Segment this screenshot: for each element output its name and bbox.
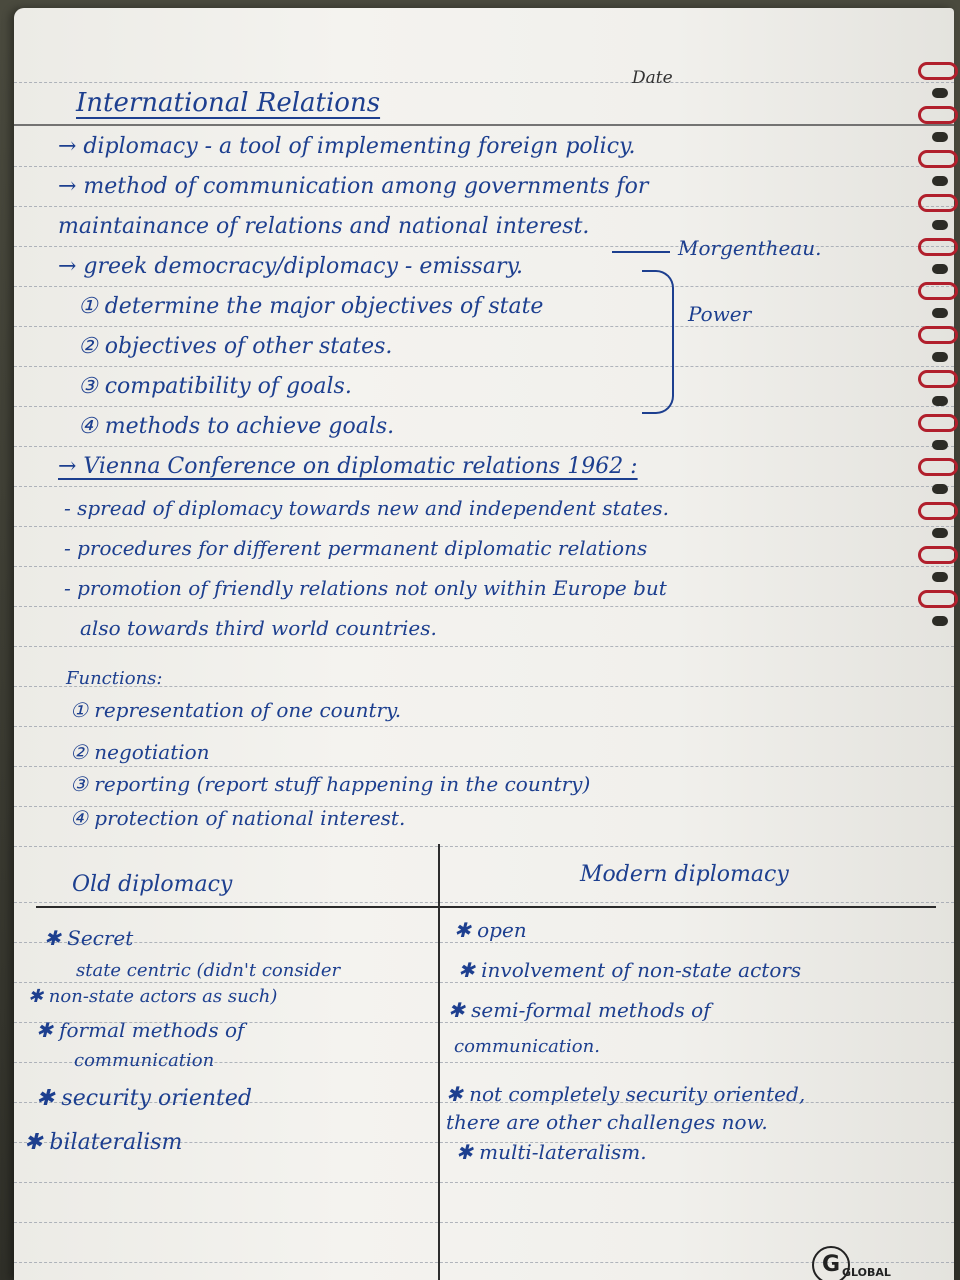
binder-hole (932, 396, 948, 406)
note-objective-2: ② objectives of other states. (78, 334, 393, 359)
modern-item-multilateralism: ✱ multi-lateralism. (456, 1140, 647, 1164)
binder-hole (932, 220, 948, 230)
note-line-2: → method of communication among governments for (58, 174, 649, 199)
spiral-ring (918, 546, 958, 564)
function-1: ① representation of one country. (70, 698, 402, 722)
old-diplomacy-heading: Old diplomacy (72, 872, 233, 897)
binder-hole (932, 264, 948, 274)
binder-hole (932, 352, 948, 362)
binder-hole (932, 132, 948, 142)
binder-hole (932, 484, 948, 494)
ruled-line (14, 606, 954, 607)
morgenthau-label: Morgentheau. (678, 236, 822, 260)
ruled-line (14, 1222, 954, 1223)
ruled-line (14, 902, 954, 903)
table-header-rule (36, 906, 936, 908)
ruled-line (14, 846, 954, 847)
spiral-ring (918, 502, 958, 520)
global-logo-icon: G (812, 1246, 850, 1280)
binder-hole (932, 528, 948, 538)
spiral-ring (918, 238, 958, 256)
ruled-line (14, 942, 954, 943)
vienna-point-3-cont: also towards third world countries. (80, 616, 437, 640)
old-item-secret: ✱ Secret (44, 926, 134, 950)
note-objective-3: ③ compatibility of goals. (78, 374, 352, 399)
arrow-to-morgenthau (612, 251, 670, 253)
vienna-heading: → Vienna Conference on diplomatic relations 1962 : (58, 454, 638, 479)
binder-hole (932, 308, 948, 318)
ruled-line (14, 366, 954, 367)
binder-hole (932, 572, 948, 582)
ruled-line (14, 166, 954, 167)
date-label: Date (632, 68, 673, 88)
spiral-ring (918, 370, 958, 388)
ruled-line (14, 286, 954, 287)
old-item-bilateralism: ✱ bilateralism (24, 1130, 183, 1155)
binder-hole (932, 176, 948, 186)
binder-hole (932, 88, 948, 98)
spiral-ring (918, 326, 958, 344)
note-line-1: → diplomacy - a tool of implementing foreign policy. (58, 134, 636, 159)
old-item-state-centric-cont: ✱ non-state actors as such) (28, 986, 278, 1007)
modern-item-security: ✱ not completely security oriented, (446, 1082, 806, 1106)
note-objective-1: ① determine the major objectives of state (78, 294, 544, 319)
function-2: ② negotiation (70, 740, 210, 764)
ruled-line (14, 446, 954, 447)
note-line-3: maintainance of relations and national interest. (58, 214, 590, 239)
ruled-line (14, 646, 954, 647)
vienna-point-3: - promotion of friendly relations not only within Europe but (64, 576, 667, 600)
objectives-brace (642, 270, 674, 414)
function-4: ④ protection of national interest. (70, 806, 406, 830)
ruled-line (14, 406, 954, 407)
spiral-ring (918, 62, 958, 80)
modern-item-non-state: ✱ involvement of non-state actors (458, 958, 802, 982)
spiral-ring (918, 106, 958, 124)
vienna-point-1: - spread of diplomacy towards new and independent states. (64, 496, 669, 520)
table-column-divider (438, 844, 440, 1280)
ruled-line (14, 766, 954, 767)
modern-item-semi-formal: ✱ semi-formal methods of (448, 998, 711, 1022)
spiral-ring (918, 414, 958, 432)
ruled-line (14, 486, 954, 487)
modern-item-semi-formal-cont: communication. (454, 1036, 600, 1057)
binder-hole (932, 616, 948, 626)
old-item-formal-methods: ✱ formal methods of (36, 1018, 245, 1042)
ruled-line (14, 326, 954, 327)
old-item-formal-methods-cont: communication (74, 1050, 215, 1071)
power-label: Power (688, 302, 752, 326)
notebook-page (14, 8, 954, 1280)
spiral-ring (918, 282, 958, 300)
ruled-line (14, 566, 954, 567)
ruled-line (14, 982, 954, 983)
old-item-state-centric: state centric (didn't consider (76, 960, 341, 981)
spiral-ring (918, 458, 958, 476)
header-rule (14, 124, 954, 126)
page-title: International Relations (76, 88, 381, 118)
ruled-line (14, 1182, 954, 1183)
old-item-security: ✱ security oriented (36, 1086, 252, 1111)
function-3: ③ reporting (report stuff happening in the country) (70, 772, 591, 796)
spiral-ring (918, 194, 958, 212)
ruled-line (14, 726, 954, 727)
ruled-line (14, 82, 954, 83)
modern-item-security-cont: there are other challenges now. (446, 1110, 768, 1134)
note-objective-4: ④ methods to achieve goals. (78, 414, 395, 439)
functions-heading: Functions: (66, 668, 163, 689)
ruled-line (14, 526, 954, 527)
spiral-ring (918, 150, 958, 168)
binder-hole (932, 440, 948, 450)
vienna-point-2: - procedures for different permanent diplomatic relations (64, 536, 648, 560)
brand-name: GLOBAL (842, 1266, 891, 1279)
modern-diplomacy-heading: Modern diplomacy (580, 862, 789, 887)
ruled-line (14, 206, 954, 207)
note-line-4: → greek democracy/diplomacy - emissary. (58, 254, 523, 279)
modern-item-open: ✱ open (454, 918, 527, 942)
spiral-ring (918, 590, 958, 608)
